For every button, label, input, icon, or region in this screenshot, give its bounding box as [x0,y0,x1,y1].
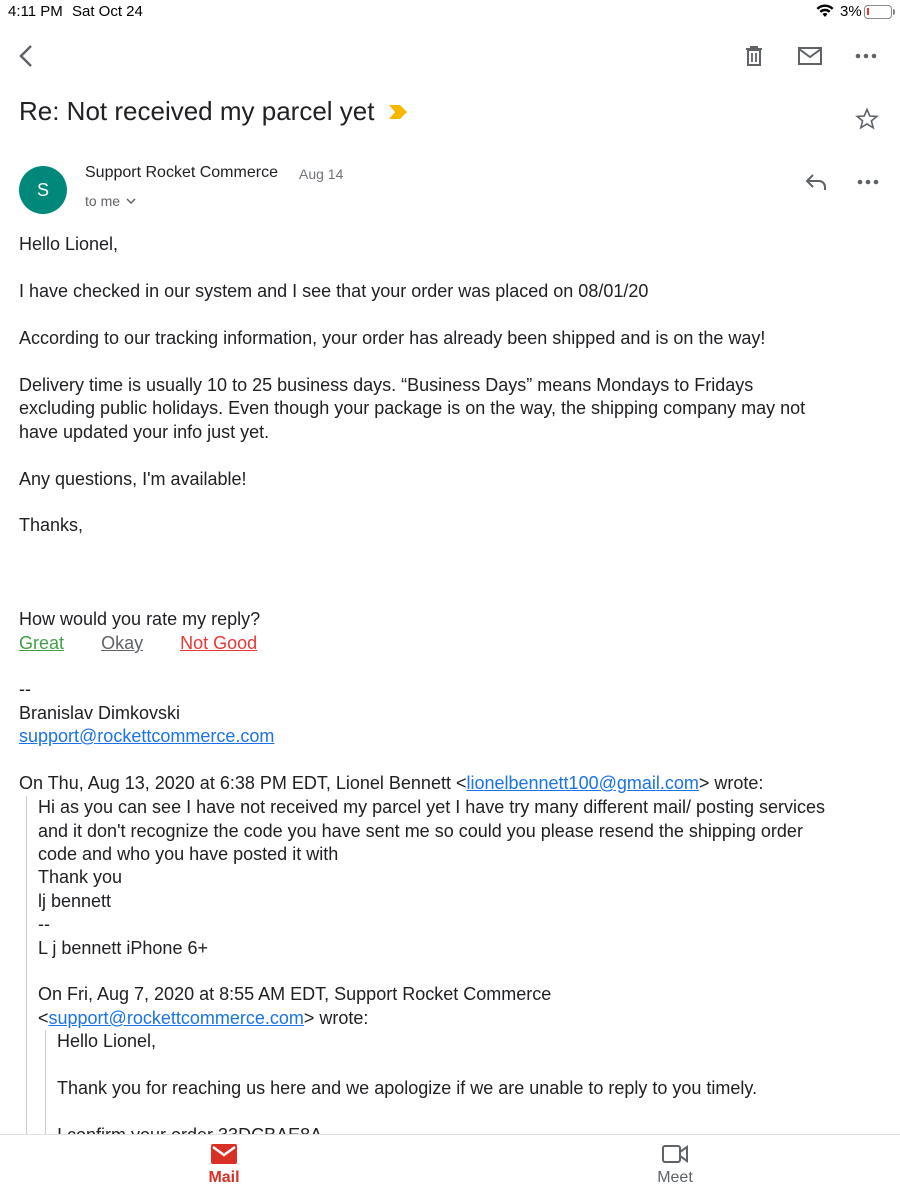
signature-name: Branislav Dimkovski [19,703,181,723]
nested-quote-header: On Fri, Aug 7, 2020 at 8:55 AM EDT, Support Rocket Commerce [38,984,552,1004]
quote-header: On Thu, Aug 13, 2020 at 6:38 PM EDT, Lionel Bennett <lionelbennett100@gmail.com> wrote: [19,773,764,793]
more-horizontal-icon [857,179,879,185]
trash-icon [744,45,764,67]
chevron-left-icon [16,43,36,69]
quoted-line: L j bennett iPhone 6+ [38,938,208,958]
tab-meet-label: Meet [657,1169,693,1186]
nested-quoted-line: Hello Lionel, [57,1031,157,1051]
recipient-details-toggle[interactable] [85,193,136,209]
sign-off: Thanks, [19,515,84,535]
battery-icon [864,5,892,19]
mail-icon [797,46,823,66]
quoted-line: -- [38,914,50,934]
sender-name: Support Rocket Commerce [85,164,278,181]
rating-not-good-link[interactable]: Not Good [180,633,258,653]
body-paragraph-line: Delivery time is usually 10 to 25 business days. “Business Days” means Mondays to Fridays [19,375,754,395]
reply-button[interactable] [800,166,832,198]
quote-sender-email-link[interactable]: lionelbennett100@gmail.com [466,773,699,793]
status-time: 4:11 PM [8,3,63,20]
email-subject [19,96,408,127]
star-button[interactable] [852,104,882,134]
sender-avatar[interactable]: S [19,166,67,214]
signature-separator: -- [19,679,31,699]
nested-quote-bar [45,1030,46,1140]
important-marker-icon[interactable] [388,96,408,127]
quote-bar [26,796,27,1136]
star-icon [855,107,879,131]
toolbar [0,36,900,80]
wifi-icon [816,4,834,22]
rating-question: How would you rate my reply? [19,609,261,629]
body-paragraph: I have checked in our system and I see that your order was placed on 08/01/20 [19,281,649,301]
nested-quote-header-email: <support@rockettcommerce.com> wrote: [38,1008,369,1028]
tab-mail[interactable] [164,1143,284,1187]
body-paragraph-line: have updated your info just yet. [19,422,270,442]
quoted-line: code and who you have posted it with [38,844,339,864]
quoted-line: and it don't recognize the code you have sent me so could you please resend the shipping order [38,821,803,841]
delete-button[interactable] [734,36,774,76]
battery-percent: 3% [840,3,862,20]
mail-icon [210,1143,238,1165]
recipient-label: to me [85,193,121,209]
chevron-down-icon [126,198,136,204]
status-date: Sat Oct 24 [72,3,143,20]
back-button[interactable] [6,36,46,76]
subject-text: Re: Not received my parcel yet [19,96,375,126]
body-paragraph: Any questions, I'm available! [19,469,247,489]
rating-links [19,632,257,656]
body-paragraph: According to our tracking information, your order has already been shipped and is on the way! [19,328,766,348]
signature-email-link[interactable]: support@rockettcommerce.com [19,726,275,746]
rating-okay-link[interactable]: Okay [101,633,144,653]
video-camera-icon [661,1143,689,1165]
greeting: Hello Lionel, [19,234,119,254]
bottom-tab-bar [0,1134,900,1200]
tab-mail-label: Mail [208,1169,240,1186]
status-bar [0,0,900,24]
mark-unread-button[interactable] [790,36,830,76]
email-date: Aug 14 [299,166,344,182]
quoted-line: Hi as you can see I have not received my parcel yet I have try many different mail/ posting services [38,797,826,817]
nested-quoted-line: Thank you for reaching us here and we apologize if we are unable to reply to you timely. [57,1078,758,1098]
more-horizontal-icon [855,53,877,59]
nested-quote-email-link[interactable]: support@rockettcommerce.com [48,1008,304,1028]
signature-email [19,725,274,749]
reply-icon [804,172,828,192]
tab-meet[interactable] [615,1143,735,1187]
quoted-line: lj bennett [38,891,112,911]
rating-great-link[interactable]: Great [19,633,65,653]
more-options-button[interactable] [846,36,886,76]
body-paragraph-line: excluding public holidays. Even though your package is on the way, the shipping company may not [19,398,806,418]
message-more-button[interactable] [852,166,884,198]
quoted-line: Thank you [38,867,123,887]
